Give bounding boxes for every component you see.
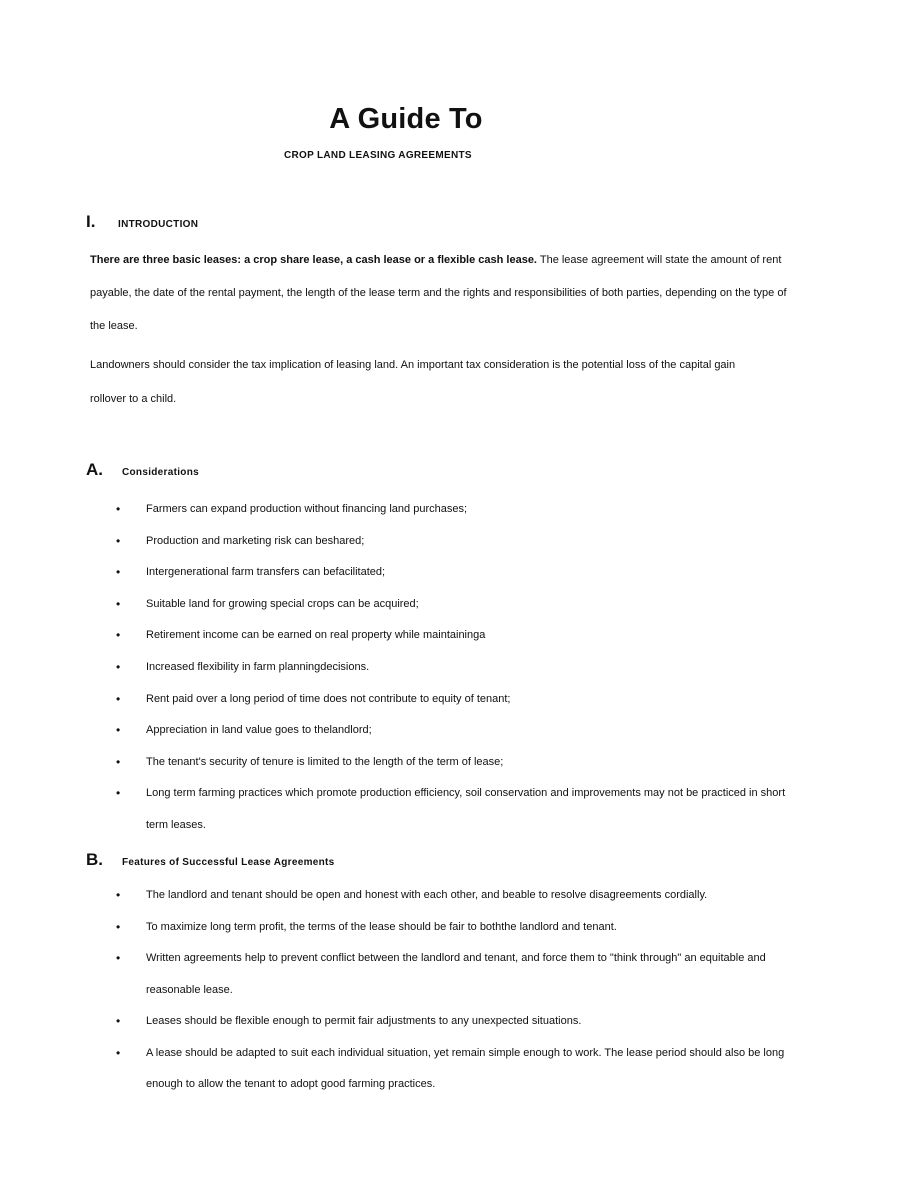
features-list xyxy=(116,880,796,1101)
intro-paragraph-2: Landowners should consider the tax implication of leasing land. An important tax consideration is the potential loss of the capital gain rollover to a child. xyxy=(90,359,736,405)
bullet-icon: • xyxy=(116,691,121,706)
list-item: • The tenant's security of tenure is limited to the length of the term of lease; xyxy=(116,747,796,779)
bullet-icon: • xyxy=(116,919,121,934)
section-title: Features of Successful Lease Agreements xyxy=(122,857,335,868)
bullet-icon: • xyxy=(116,565,121,580)
section-number: A. xyxy=(86,460,103,479)
bullet-icon: • xyxy=(116,596,121,611)
bullet-icon: • xyxy=(116,659,121,674)
bullet-icon: • xyxy=(116,723,121,738)
bullet-icon: • xyxy=(116,628,121,643)
bullet-icon: • xyxy=(116,786,121,801)
intro-paragraph-1-text: The lease agreement will state the amount of rent payable, the date of the rental payment, the length of the lease term and the rights and responsibilities of both parties, depending on the type of the lease. xyxy=(90,254,787,332)
list-item: • Written agreements help to prevent conflict between the landlord and tenant, and force them to "think through" an equitable and reasonable lease. xyxy=(116,943,796,1006)
list-item: • Increased flexibility in farm planningdecisions. xyxy=(116,652,796,684)
bullet-icon: • xyxy=(116,502,121,516)
bullet-icon: • xyxy=(116,533,121,548)
list-item: • Appreciation in land value goes to thelandlord; xyxy=(116,715,796,747)
section-heading-features xyxy=(86,850,335,870)
bullet-icon: • xyxy=(116,754,121,769)
list-item: • Suitable land for growing special crops can be acquired; xyxy=(116,589,796,621)
intro-paragraph-1 xyxy=(90,244,790,343)
list-item: • Intergenerational farm transfers can befacilitated; xyxy=(116,557,796,589)
section-heading-considerations xyxy=(86,460,199,480)
considerations-list xyxy=(116,494,796,842)
section-title: Considerations xyxy=(122,467,199,478)
section-title: INTRODUCTION xyxy=(118,219,199,230)
intro-paragraph-1-bold: There are three basic leases: a crop share lease, a cash lease or a flexible cash lease. xyxy=(90,254,537,266)
section-heading-introduction xyxy=(86,212,198,232)
list-item: • Production and marketing risk can beshared; xyxy=(116,526,796,558)
list-item: • The landlord and tenant should be open and honest with each other, and beable to resolve disagreements cordially. xyxy=(116,880,796,912)
list-item: • Farmers can expand production without financing land purchases; xyxy=(116,494,796,526)
list-item: • Leases should be flexible enough to permit fair adjustments to any unexpected situations. xyxy=(116,1006,796,1038)
list-item: • Retirement income can be earned on real property while maintaininga xyxy=(116,620,796,652)
document-title: A Guide To xyxy=(329,103,483,135)
document-subtitle: CROP LAND LEASING AGREEMENTS xyxy=(284,150,472,161)
list-item: • Rent paid over a long period of time does not contribute to equity of tenant; xyxy=(116,684,796,716)
bullet-icon: • xyxy=(116,1014,121,1028)
bullet-icon: • xyxy=(116,1045,121,1060)
list-item: • Long term farming practices which promote production efficiency, soil conservation and improvements may not be practiced in short term leases. xyxy=(116,778,796,841)
section-number: B. xyxy=(86,850,103,869)
bullet-icon: • xyxy=(116,888,121,902)
bullet-icon: • xyxy=(116,951,121,965)
section-number: I. xyxy=(86,212,96,231)
list-item: • To maximize long term profit, the terms of the lease should be fair to boththe landlord and tenant. xyxy=(116,912,796,944)
list-item: • A lease should be adapted to suit each individual situation, yet remain simple enough to work. The lease period should also be long enough to allow the tenant to adopt good farming practices. xyxy=(116,1038,796,1101)
